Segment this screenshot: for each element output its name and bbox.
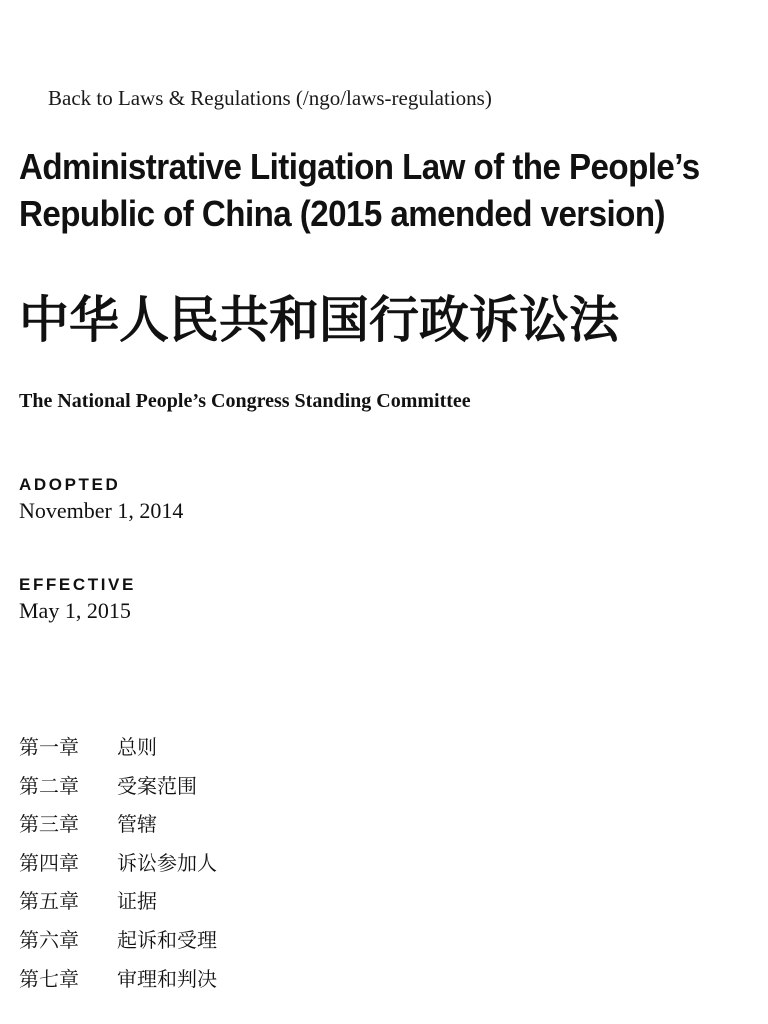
toc-chapter-link[interactable]: 证据 — [117, 889, 157, 914]
page-title: Administrative Litigation Law of the People’s Republic of China (2015 amended version) — [19, 146, 700, 234]
effective-date: May 1, 2015 — [19, 598, 131, 623]
toc-chapter-link[interactable]: 起诉和受理 — [117, 927, 217, 952]
adopted-label: ADOPTED — [19, 475, 121, 494]
toc-chapter-number: 第五章 — [19, 889, 79, 914]
toc-chapter-number: 第七章 — [19, 966, 79, 991]
toc-chapter-link[interactable]: 总则 — [117, 735, 157, 759]
adopted-date: November 1, 2014 — [19, 498, 184, 523]
toc-item[interactable] — [19, 767, 217, 806]
issuing-body: The National People’s Congress Standing Committee — [19, 390, 471, 412]
toc-chapter-number: 第二章 — [19, 773, 79, 798]
page-title-chinese: 中华人民共和国行政诉讼法 — [19, 291, 619, 349]
toc-item[interactable] — [19, 844, 217, 883]
toc-chapter-number: 第三章 — [19, 812, 79, 837]
toc-chapter-number: 第六章 — [19, 927, 79, 952]
toc-chapter-number: 第一章 — [19, 735, 79, 759]
table-of-contents — [19, 728, 217, 998]
effective-label: EFFECTIVE — [19, 575, 136, 594]
toc-chapter-number: 第四章 — [19, 850, 79, 875]
toc-chapter-link[interactable]: 受案范围 — [117, 773, 197, 798]
toc-chapter-link[interactable]: 管辖 — [117, 812, 157, 837]
toc-item[interactable] — [19, 882, 217, 921]
toc-item[interactable] — [19, 728, 217, 767]
toc-item[interactable] — [19, 805, 217, 844]
toc-item[interactable] — [19, 921, 217, 960]
toc-item[interactable] — [19, 960, 217, 999]
back-to-laws-link[interactable]: Back to Laws & Regulations (/ngo/laws-regulations) — [48, 86, 492, 110]
toc-chapter-link[interactable]: 诉讼参加人 — [117, 850, 217, 875]
toc-chapter-link[interactable]: 审理和判决 — [117, 966, 217, 991]
